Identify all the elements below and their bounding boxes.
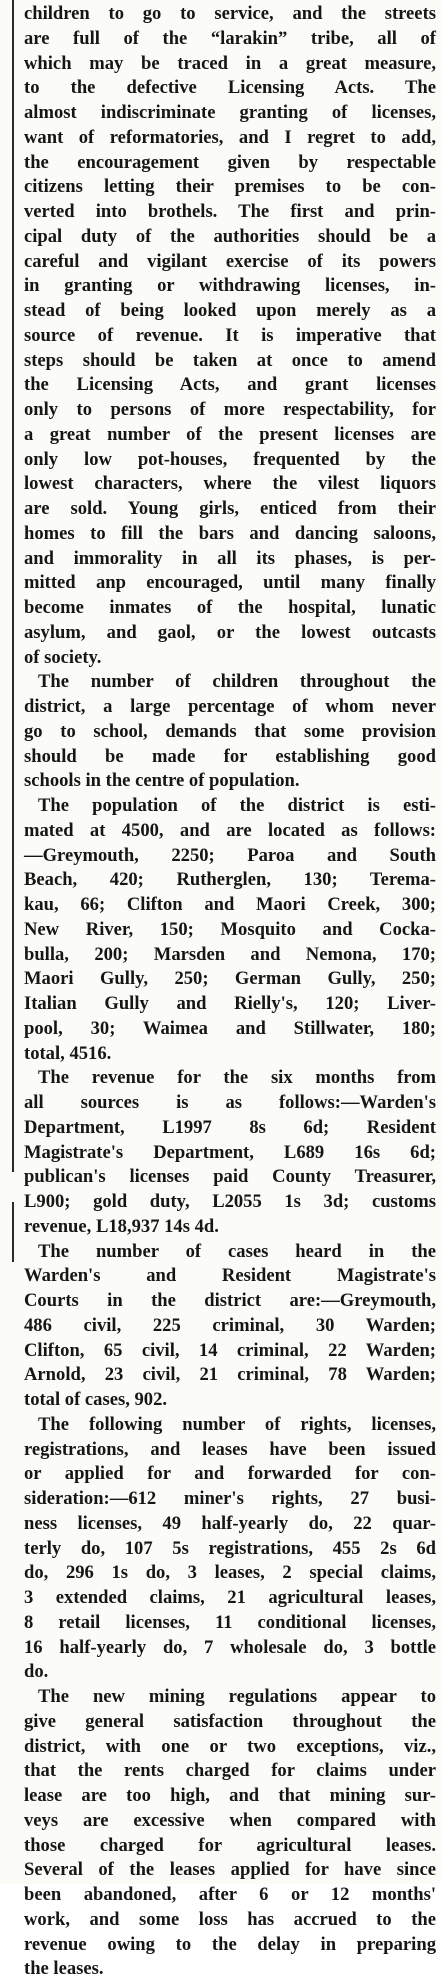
text-line: stead of being looked upon merely as a (24, 300, 436, 321)
text-line: total, 4516. (24, 1042, 112, 1064)
text-line: that the rents charged for claims under (24, 1760, 436, 1782)
text-line: mated at 4500, and are located as follows: (24, 819, 436, 841)
paragraph-licensing (24, 2, 436, 670)
paragraph-court-cases (24, 1240, 436, 1413)
text-line: want of reformatories, and I regret to add, (24, 126, 436, 148)
text-line: go to school, demands that some provision (24, 720, 436, 742)
text-line: or applied for and forwarded for con- (24, 1463, 436, 1485)
text-line: Clifton, 65 civil, 14 criminal, 22 Warden; (24, 1339, 436, 1361)
paragraph-children-schools (24, 670, 436, 794)
text-line: registrations, and leases have been issued (24, 1438, 436, 1460)
text-line: give general satisfaction throughout the (24, 1710, 436, 1732)
text-line: should be made for establishing good (24, 745, 436, 767)
text-line: Magistrate's Department, L689 16s 6d; (24, 1141, 436, 1163)
text-line: of society. (24, 646, 102, 668)
text-line: steps should be taken at once to amend (24, 349, 436, 371)
text-line: careful and vigilant exercise of its powers (24, 250, 436, 272)
text-line: ness licenses, 49 half-yearly do, 22 quar- (24, 1512, 436, 1534)
text-line: L900; gold duty, L2055 1s 3d; customs (24, 1191, 436, 1212)
text-line: Courts in the district are:—Greymouth, (24, 1290, 436, 1311)
text-line: total of cases, 902. (24, 1389, 168, 1410)
text-line: the encouragement given by respectable (24, 151, 436, 173)
text-line: in granting or withdrawing licenses, in- (24, 275, 436, 297)
text-line: lease are too high, and that mining sur- (24, 1785, 436, 1806)
text-line: become inmates of the hospital, lunatic (24, 597, 436, 618)
text-line: only to persons of more respectability, for (24, 399, 436, 420)
text-line: revenue owing to the delay in preparing (24, 1933, 436, 1955)
column-rule-lower (12, 1202, 14, 1262)
text-line: source of revenue. It is imperative that (24, 324, 436, 346)
text-line: The new mining regulations appear to (38, 1686, 436, 1707)
text-line: veys are excessive when compared with (24, 1809, 436, 1831)
text-line: 16 half-yearly do, 7 wholesale do, 3 bottle (24, 1636, 436, 1658)
text-line: citizens letting their premises to be con- (24, 176, 436, 198)
text-line: publican's licenses paid County Treasurer, (24, 1166, 436, 1188)
text-line: asylum, and gaol, or the lowest outcasts (24, 621, 436, 643)
column-rule (12, 0, 14, 1172)
text-line: The revenue for the six months from (38, 1067, 436, 1089)
text-line: district, a large percentage of whom never (24, 696, 436, 717)
text-line: homes to fill the bars and dancing saloons, (24, 522, 436, 544)
text-line: The number of children throughout the (38, 671, 436, 693)
text-line: Arnold, 23 civil, 21 criminal, 78 Warden; (24, 1364, 436, 1386)
paragraph-mining-regulations (24, 1685, 436, 1982)
text-line: are sold. Young girls, enticed from their (24, 498, 436, 519)
text-line: schools in the centre of population. (24, 770, 300, 792)
text-line: lowest characters, where the vilest liquors (24, 473, 436, 495)
text-line: sideration:—612 miner's rights, 27 busi- (24, 1488, 436, 1509)
text-line: kau, 66; Clifton and Maori Creek, 300; (24, 894, 436, 915)
text-line: children to go to service, and the streets (24, 3, 436, 24)
text-line: New River, 150; Mosquito and Cocka- (24, 918, 436, 940)
text-line: The following number of rights, licenses, (38, 1413, 436, 1435)
text-line: Department, L1997 8s 6d; Resident (24, 1116, 436, 1138)
text-line: district, with one or two exceptions, viz., (24, 1735, 436, 1757)
text-line: The population of the district is esti- (38, 795, 436, 816)
text-line: the Licensing Acts, and grant licenses (24, 374, 436, 396)
text-line: been abandoned, after 6 or 12 months' (24, 1884, 436, 1905)
text-line: do, 296 1s do, 3 leases, 2 special claims, (24, 1562, 436, 1584)
text-line: —Greymouth, 2250; Paroa and South (24, 844, 436, 866)
text-line: 3 extended claims, 21 agricultural leases, (24, 1587, 436, 1608)
text-line: Italian Gully and Rielly's, 120; Liver- (24, 993, 436, 1014)
text-line: do. (24, 1661, 49, 1683)
text-line: Beach, 420; Rutherglen, 130; Terema- (24, 869, 436, 891)
text-line: to the defective Licensing Acts. The (24, 77, 436, 99)
text-line: almost indiscriminate granting of licenses, (24, 102, 436, 123)
text-line: work, and some loss has accrued to the (24, 1908, 436, 1930)
text-line: Maori Gully, 250; German Gully, 250; (24, 968, 436, 990)
article-column (24, 2, 436, 1982)
text-line: those charged for agricultural leases. (24, 1834, 436, 1856)
text-line: Several of the leases applied for have since (24, 1859, 436, 1881)
text-line: a great number of the present licenses are (24, 423, 436, 445)
text-line: only low pot-houses, frequented by the (24, 448, 436, 470)
text-line: pool, 30; Waimea and Stillwater, 180; (24, 1017, 436, 1039)
paragraph-population (24, 794, 436, 1066)
text-line: Warden's and Resident Magistrate's (24, 1265, 436, 1287)
text-line: cipal duty of the authorities should be a (24, 225, 436, 247)
text-line: verted into brothels. The first and prin- (24, 201, 436, 222)
text-line: are full of the “larakin” tribe, all of (24, 27, 436, 49)
text-line: the leases. (24, 1958, 104, 1980)
text-line: 8 retail licenses, 11 conditional licenses, (24, 1611, 436, 1633)
text-line: all sources is as follows:—Warden's (24, 1092, 436, 1113)
paragraph-rights-licenses (24, 1413, 436, 1685)
text-line: bulla, 200; Marsden and Nemona, 170; (24, 943, 436, 965)
text-line: mitted anp encouraged, until many finally (24, 572, 436, 594)
text-line: The number of cases heard in the (38, 1240, 436, 1262)
text-line: which may be traced in a great measure, (24, 52, 436, 74)
text-line: revenue, L18,937 14s 4d. (24, 1215, 219, 1237)
paragraph-revenue (24, 1066, 436, 1239)
text-line: and immorality in all its phases, is per- (24, 547, 436, 569)
text-line: terly do, 107 5s registrations, 455 2s 6d (24, 1537, 436, 1559)
text-line: 486 civil, 225 criminal, 30 Warden; (24, 1314, 436, 1336)
